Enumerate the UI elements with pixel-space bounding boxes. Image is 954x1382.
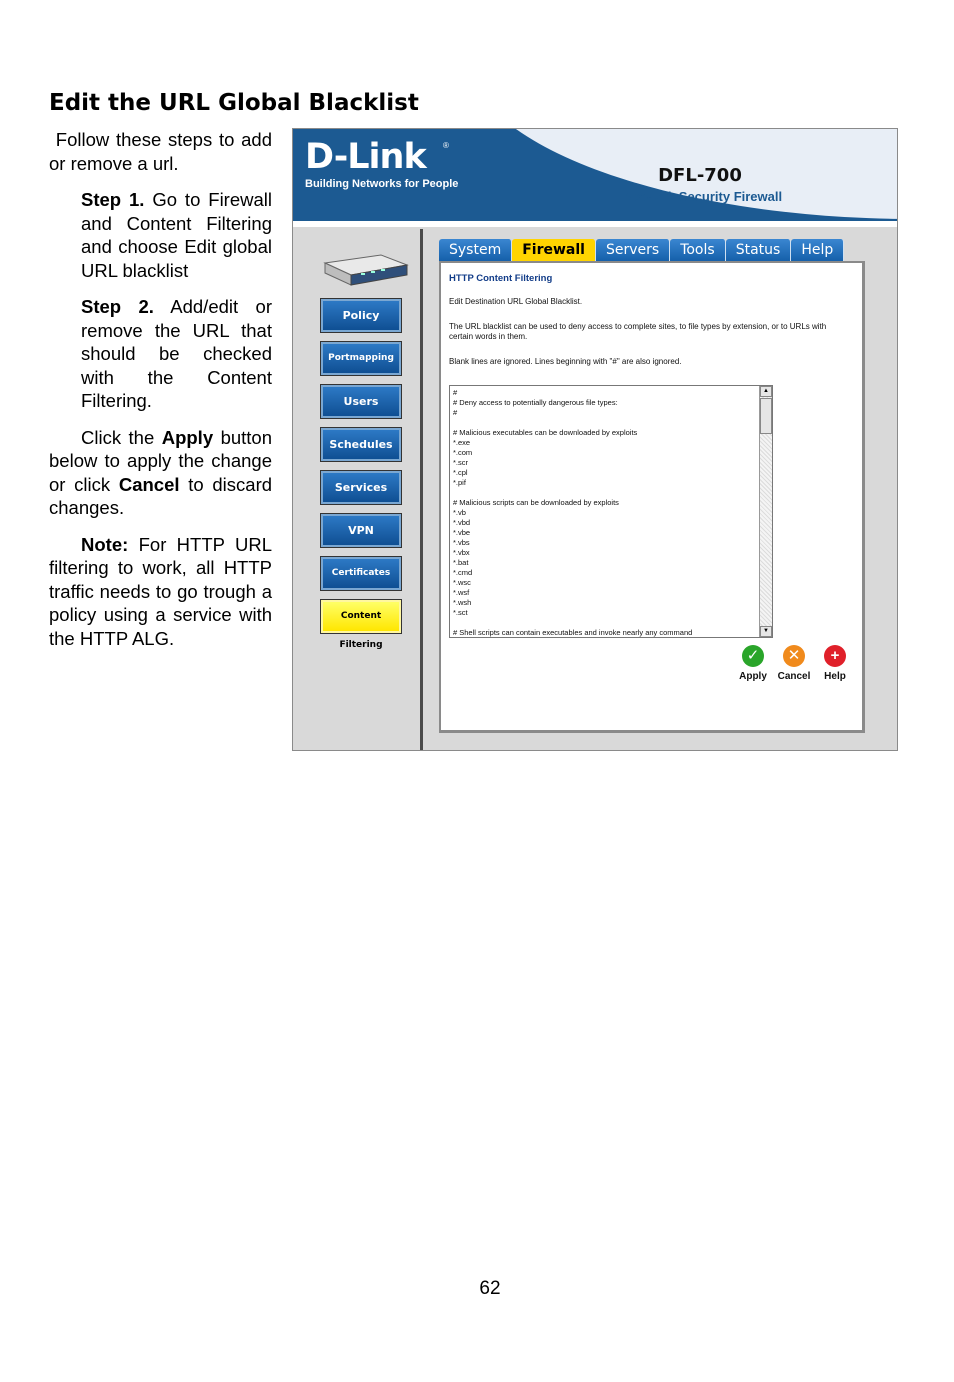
blacklist-line: *.cpl: [453, 468, 468, 477]
apply-button[interactable]: ✓ Apply: [739, 647, 767, 682]
instructions: [49, 128, 272, 663]
model-subtitle: Network Security Firewall: [623, 189, 783, 204]
blacklist-line: *.vb: [453, 508, 466, 517]
blacklist-line: *.wsf: [453, 588, 470, 597]
header-banner: D-Link ® Building Networks for People DFL-700 Network Security Firewall: [293, 129, 898, 227]
blacklist-line: #: [453, 408, 458, 417]
scroll-thumb[interactable]: [760, 398, 772, 434]
dlink-logo: D-Link: [305, 137, 426, 177]
step-2: [49, 295, 272, 413]
nav-divider: [420, 229, 423, 751]
side-nav: [321, 299, 405, 650]
blacklist-line: *.wsh: [453, 598, 472, 607]
main-tabs: [439, 239, 844, 261]
blacklist-line: #: [453, 388, 458, 397]
tab-status[interactable]: Status: [726, 239, 792, 261]
panel-line-1: Edit Destination URL Global Blacklist.: [449, 297, 583, 306]
firewall-screenshot: [292, 128, 898, 751]
panel-line-2: The URL blacklist can be used to deny access to complete sites, to file types by extension, or to URLs with certain words in them.: [449, 322, 827, 341]
blacklist-line: *.com: [453, 448, 473, 457]
blacklist-line: *.exe: [453, 438, 471, 447]
tab-tools[interactable]: Tools: [670, 239, 726, 261]
blacklist-line: [453, 418, 692, 428]
blacklist-line: [453, 618, 692, 628]
blacklist-line: *.wsc: [453, 578, 471, 587]
blacklist-line: *.bat: [453, 558, 469, 567]
help-plus-icon: +: [824, 645, 846, 667]
nav-vpn[interactable]: VPN: [321, 514, 401, 547]
nav-certificates[interactable]: Certificates: [321, 557, 401, 590]
nav-services[interactable]: Services: [321, 471, 401, 504]
blacklist-line: *.vbx: [453, 548, 470, 557]
note-text: For HTTP URL filtering to work, all HTTP traffic needs to go trough a policy using a service with the HTTP ALG.: [49, 533, 272, 649]
note: [49, 533, 272, 651]
step-2-label: Step 2.: [81, 296, 154, 317]
blacklist-line: *.scr: [453, 458, 468, 467]
content-panel: [439, 261, 865, 733]
help-button[interactable]: + Help: [824, 647, 846, 682]
blacklist-line: # Malicious executables can be downloaded by exploits: [453, 428, 638, 437]
step-2-text: Add/edit or remove the URL that should be checked with the Content Filtering.: [81, 296, 272, 411]
nav-portmapping[interactable]: Portmapping: [321, 342, 401, 375]
blacklist-line: # Deny access to potentially dangerous file types:: [453, 398, 618, 407]
tab-system[interactable]: System: [439, 239, 512, 261]
tab-servers[interactable]: Servers: [596, 239, 670, 261]
nav-schedules[interactable]: Schedules: [321, 428, 401, 461]
blacklist-line: [453, 488, 692, 498]
blacklist-textarea[interactable]: [449, 385, 773, 638]
cancel-button[interactable]: ✕ Cancel: [777, 647, 811, 682]
page-title: Edit the URL Global Blacklist: [49, 90, 419, 116]
blacklist-line: # Malicious scripts can be downloaded by exploits: [453, 498, 619, 507]
panel-heading: HTTP Content Filtering: [449, 273, 553, 284]
step-1-text: Go to Firewall and Content Filtering and choose Edit global URL blacklist: [81, 189, 272, 281]
blacklist-line: *.sct: [453, 608, 468, 617]
nav-users[interactable]: Users: [321, 385, 401, 418]
tab-help[interactable]: Help: [791, 239, 844, 261]
blacklist-line: *.cmd: [453, 568, 473, 577]
step-1-label: Step 1.: [81, 189, 145, 210]
nav-policy[interactable]: Policy: [321, 299, 401, 332]
note-label: Note:: [81, 533, 129, 555]
scroll-up-arrow-icon[interactable]: ▲: [760, 386, 772, 397]
apply-cancel-text: Click the Apply button below to apply the change or click Cancel to discard changes.: [49, 426, 273, 518]
blacklist-line: *.vbe: [453, 528, 471, 537]
blacklist-line: # Shell scripts can contain executables and invoke nearly any command: [453, 628, 693, 637]
logo-tagline: Building Networks for People: [305, 178, 459, 190]
cancel-x-icon: ✕: [783, 645, 805, 667]
page-number: 62: [479, 1278, 501, 1299]
panel-line-3: Blank lines are ignored. Lines beginning with "#" are also ignored.: [449, 357, 682, 366]
model-name: DFL-700: [658, 165, 742, 186]
intro-text: Follow these steps to add or remove a url.: [49, 129, 273, 174]
step-1: [49, 188, 272, 282]
tab-firewall[interactable]: Firewall: [512, 239, 596, 261]
checkmark-icon: ✓: [742, 645, 764, 667]
scroll-down-arrow-icon[interactable]: ▼: [760, 626, 772, 637]
textarea-scrollbar[interactable]: [759, 386, 772, 637]
blacklist-line: *.vbs: [453, 538, 470, 547]
nav-content-filtering[interactable]: Content Filtering: [321, 600, 401, 633]
blacklist-lines: [453, 388, 692, 638]
blacklist-line: *.pif: [453, 478, 466, 487]
router-device-icon: [321, 249, 409, 289]
blacklist-line: *.vbd: [453, 518, 471, 527]
